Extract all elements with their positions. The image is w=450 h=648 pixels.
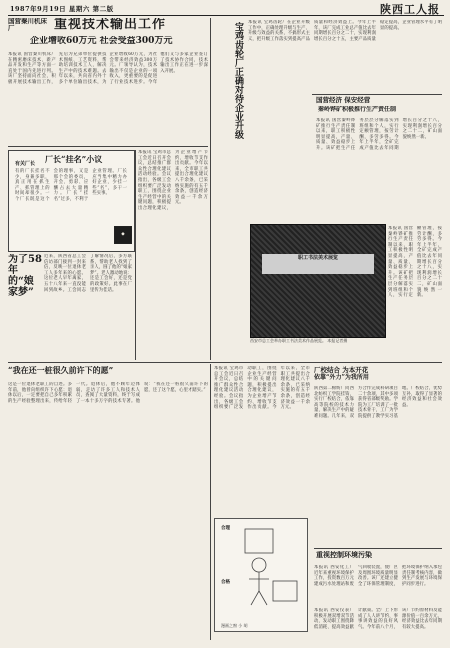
center-bottom-body: 本报讯 宝鸡市总工会近日召开会议，总结推广群众性合理化建议活动经验。会议指出，各级工会组织要广泛发动职工，围绕企业生产经营中的关键问题，积极提出合理化建议，为企业增产节约、增收节支作出贡献。今年以来，全市职工共提出合理化建议八千余条，已采纳实施的有五千余条，创造经济效益一千余万元。 — [214, 366, 310, 411]
lead-subhead: 企业增收60万元 社会受益300万元 — [30, 36, 173, 46]
photo-banner: 职工书法美术展览 — [262, 254, 375, 274]
photo-caption: 西安市总工会举办职工书法美术作品展览。 本报记者摄 — [250, 338, 348, 343]
feature-body: 这是一位退休老职工的自述。多年前，他曾向组织许下心愿：退休以后，一定要把自己多年积累的生产经验整理出来，传给年轻一代。退休后，他不顾年迈体弱，走访了许多工人和技术人员，查阅了大量资料，终于写成了一本十多万字的技术专著。他说：“我在还一桩很久前许下的愿，还了这个愿，心里才踏实。” — [8, 382, 208, 404]
cartoon-label-top: 合理 — [221, 526, 230, 531]
right-top-article-body: 本报讯 宝鸡齿轮厂在企业升级工作中，正确处理升级与生产、升级与效益的关系，不搞形式主义，把升级工作落实到提高产品质量和经济效益上。今年上半年，该厂完成工业总产值比去年同期增长百分之二十，实现利润增长百分之十五，主要产品质量稳定提高，企业管理水平有了明显的提高。 — [248, 20, 442, 42]
cartoon-caption: 漫画之窗 小 胡 — [221, 623, 248, 628]
column-logo-stamp: ◆ — [114, 226, 132, 244]
center-column-body: 本报讯 宝鸡市总工会近日召开会议，总结推广群众性合理化建议活动经验。会议指出，各级工会组织要广泛发动职工，围绕企业生产经营中的关键问题，积极提出合理化建议，为企业增产节约、增收节支作出贡献。今年以来，全市职工共提出合理化建议八千余条，已采纳实施的有五千余条，创造经济效益一千余万元。 — [138, 150, 208, 211]
bottom-center-body: 本报讯 西安化工厂近年来重视环境保护工作，投资数百万元建成污水处理站和废气回收装置，使厂区及周围环境质量明显改善。该厂还建立健全了环保管理制度，把环境保护纳入承包责任制考核内容，做到生产发展与环境保护同步进行。 — [314, 565, 442, 587]
lead-headline: 重视技术输出工作 — [54, 18, 167, 32]
issue-date: 1987年9月19日 星期六 第二版 — [10, 5, 114, 13]
sidebar-title: 厂长“挂名”小议 — [45, 154, 103, 164]
left-column-title-block — [8, 254, 42, 324]
right-mid-title: 秦岭铧矿积极推行生产责任制 — [318, 106, 397, 113]
masthead — [8, 3, 444, 16]
news-photo — [250, 224, 386, 338]
sidebar-body: 有的厂长挂名不少，身兼多职，真正用在抓生产、抓管理上的时间却很少。一个厂长既是这个会的理事，又是那个会的委员，开会、剪彩、应酬占去大量精力。厂长“挂名”过多，不利于企业管理。厂长应当集中精力办好企业，少挂一些“名”，多干一些实事。 — [15, 169, 127, 202]
bottom-right-body: 本报讯 西安仪表厂积极开展双增双节活动，发动职工围绕降低消耗、提高效益献计献策。全厂上下形成了人人讲节约、事事讲效益的良好风气。今年前八个月，该厂节约原材料及能源价值一百余万元，经济效益比去年同期有较大提高。 — [314, 608, 442, 630]
cartoon-drawing — [215, 519, 307, 631]
bottom-center-title: 重视控制环境污染 — [316, 551, 372, 559]
right-column-continued: 本报讯 国营秦岭铧矿推行生产责任制以来，职工积极性明显提高，产量、质量、效益稳步上升。该矿把生产任务层层分解落实到班组和个人，实行定额管理，按劳计酬，多劳多得。今年上半年，全矿完成产值比去年同期增长百分之十八，实现利润增长百分之二十二，矿山面貌焕然一新。 — [388, 226, 442, 299]
left-column-title: 为了58年的“娘家梦” — [8, 254, 42, 298]
cartoon-label-bottom: 合格 — [221, 580, 230, 585]
sidebar-label: 有关厂长 — [15, 161, 36, 167]
factory-feature-heading: 厂校结合 为本开花 依靠“外力”为我所用 — [314, 366, 369, 381]
left-column-body: 近来，陕西省总工会信访部门接到一封来信，反映一位退休老工人多年来的心愿。这位老人早年离家，五十八年来一直没能回到故乡。工会同志了解情况后，多方联系，帮助老人找到了亲人，圆了他的“娘家梦”。老人激动地说：还是工会好，还是党的政策好。此事在厂里传为佳话。 — [44, 254, 132, 293]
vertical-headline: 宝鸡齿轮厂正确对待企业升级 — [233, 22, 243, 139]
factory-feature-body: 陕西第二棉纺厂同西北纺织工学院挂钩，实行厂校结合，依靠高等院校的技术力量，解决生产中的疑难问题。几年来，双方合作完成科研项目二十余项，其中多项获得省部级奖励。学院为工厂培训了一批技术骨干，工厂为学院提供了教学实习基地。厂校结合，优势互补，取得了显著的经济效益和社会效益。 — [314, 386, 442, 419]
cartoon-panel — [214, 518, 308, 632]
right-mid-article-body: 本报讯 国营秦岭铧矿推行生产责任制以来，职工积极性明显提高，产量、质量、效益稳步上升。该矿把生产任务层层分解落实到班组和个人，实行定额管理，按劳计酬，多劳多得。今年上半年，全矿完成产值比去年同期增长百分之十八，实现利润增长百分之二十二，矿山面貌焕然一新。 — [316, 118, 442, 151]
lead-kicker: 国营秦川机床厂 — [8, 18, 47, 32]
newspaper-title: 陕西工人报 — [380, 3, 440, 16]
feature-title: “我在还一桩很久前许下的愿” — [8, 366, 114, 375]
right-mid-kicker: 国营经济 保安经营 — [316, 96, 371, 104]
lead-article-body: 本报讯 国营秦川机床厂在精密磨床技术、新产品开发和生产等方面一直处于国内先进行列。该厂坚持面向社会，积极开展技术输出工作，先后为兄弟单位提供技术图纸、工艺资料，帮助培训技术工人，解决生产中的技术难题。去年以来，共向省内外十多个单位输出技术，为企业增收60万元，为社会带来经济效益300万元。厂领导认为，技术输出不仅是企业的一项收入，更重要的是促进了行业技术进步。今年他们又与多家企业签订了技术协作合同，技术输出工作正在进一步深入开展。 — [8, 52, 208, 85]
